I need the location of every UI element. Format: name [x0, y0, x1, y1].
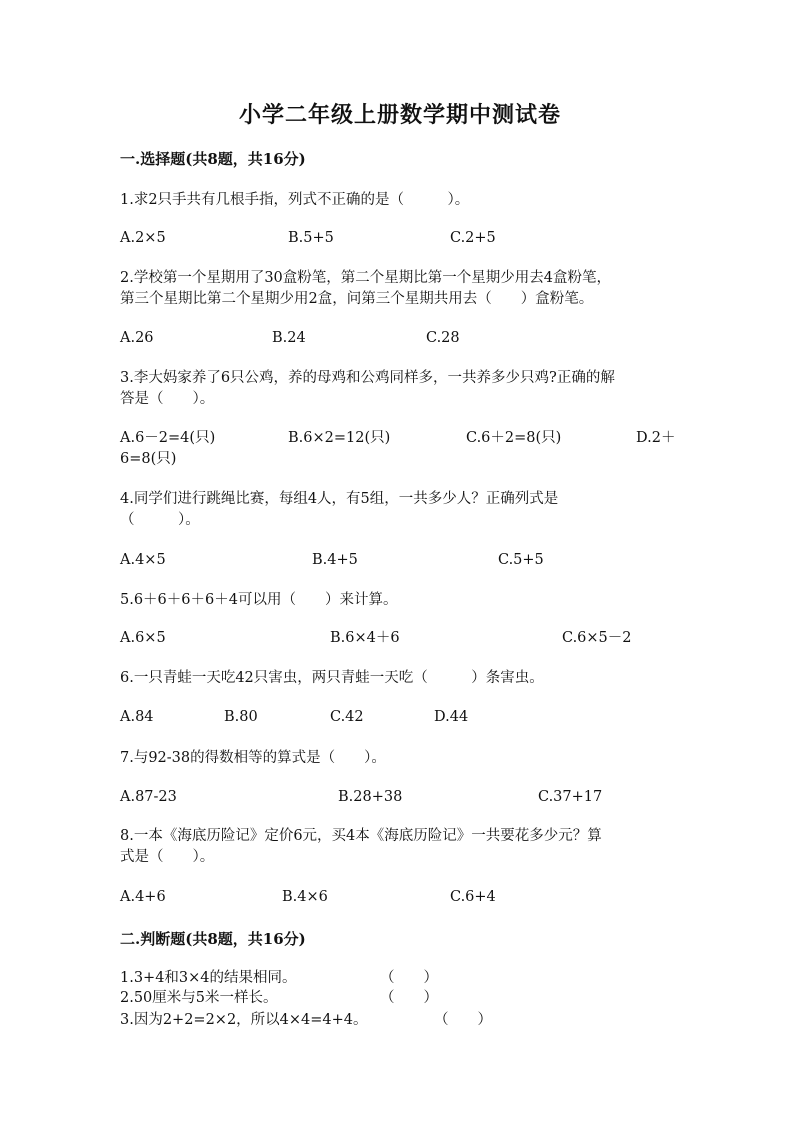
option-d: D.44 [434, 709, 469, 725]
question-line: 2.学校第一个星期用了30盒粉笔，第二个星期比第一个星期少用去4盒粉笔， [120, 270, 612, 286]
option-a: A.6－2=4(只) [120, 430, 216, 446]
options-3 [120, 428, 680, 472]
question-1 [120, 190, 680, 211]
true-false-item [120, 968, 680, 990]
statement-text: 1.3+4和3×4的结果相同。 [120, 970, 297, 986]
option-c: C.5+5 [498, 552, 544, 568]
option-b: B.5+5 [288, 230, 334, 246]
question-line: 3.李大妈家养了6只公鸡，养的母鸡和公鸡同样多，一共养多少只鸡?正确的解 [120, 370, 615, 386]
option-b: B.28+38 [338, 789, 403, 805]
question-line: 8.一本《海底历险记》定价6元，买4本《海底历险记》一共要花多少元？算 [120, 828, 602, 844]
options-2 [120, 328, 680, 372]
section-heading-true-false: 二.判断题(共8题，共16分) [120, 930, 306, 948]
option-a: A.4×5 [120, 552, 166, 568]
question-5 [120, 590, 680, 611]
answer-blank: （ ） [380, 990, 438, 1006]
option-b: B.80 [224, 709, 258, 725]
option-c: C.2+5 [450, 230, 496, 246]
option-d: D.2＋6=8(只) [120, 430, 676, 467]
option-a: A.6×5 [120, 630, 166, 646]
options-1 [120, 228, 680, 272]
statement-text: 3.因为2+2=2×2，所以4×4=4+4。 [120, 1012, 368, 1028]
option-c: C.6+4 [450, 889, 496, 905]
option-a: A.2×5 [120, 230, 166, 246]
options-4 [120, 550, 680, 594]
answer-blank: （ ） [434, 1012, 492, 1028]
question-2 [120, 268, 680, 310]
option-b: B.6×2=12(只) [288, 430, 391, 446]
option-a: A.84 [120, 709, 154, 725]
options-7 [120, 787, 680, 831]
question-7 [120, 748, 680, 769]
question-line: 式是（ ）。 [120, 849, 215, 865]
question-8 [120, 826, 680, 868]
section-heading-choice: 一.选择题(共8题，共16分) [120, 150, 306, 168]
question-line: 1.求2只手共有几根手指，列式不正确的是（ ）。 [120, 192, 470, 208]
options-5 [120, 628, 680, 672]
question-line: 4.同学们进行跳绳比赛，每组4人，有5组，一共多少人？正确列式是 [120, 491, 559, 507]
question-line: 6.一只青蛙一天吃42只害虫，两只青蛙一天吃（ ）条害虫。 [120, 670, 544, 686]
option-b: B.6×4＋6 [330, 630, 400, 646]
option-c: C.6×5－2 [562, 630, 632, 646]
question-line: 答是（ ）。 [120, 391, 215, 407]
option-a: A.26 [120, 330, 154, 346]
options-8 [120, 887, 680, 931]
option-b: B.4+5 [312, 552, 358, 568]
question-line: 第三个星期比第二个星期少用2盒，问第三个星期共用去（ ）盒粉笔。 [120, 291, 594, 307]
question-3 [120, 368, 680, 410]
option-c: C.6＋2=8(只) [466, 430, 562, 446]
question-4 [120, 489, 680, 531]
question-line: 5.6＋6＋6＋6＋4可以用（ ）来计算。 [120, 592, 398, 608]
option-a: A.87-23 [120, 789, 177, 805]
question-line: （ ）。 [120, 512, 200, 528]
option-b: B.24 [272, 330, 306, 346]
statement-text: 2.50厘米与5米一样长。 [120, 990, 278, 1006]
option-b: B.4×6 [282, 889, 328, 905]
option-c: C.37+17 [538, 789, 603, 805]
option-c: C.42 [330, 709, 364, 725]
options-6 [120, 707, 680, 751]
question-line: 7.与92-38的得数相等的算式是（ ）。 [120, 750, 386, 766]
question-6 [120, 668, 680, 689]
answer-blank: （ ） [380, 970, 438, 986]
option-a: A.4+6 [120, 889, 166, 905]
page-title: 小学二年级上册数学期中测试卷 [238, 102, 561, 128]
option-c: C.28 [426, 330, 460, 346]
true-false-item [120, 1010, 680, 1032]
true-false-item [120, 988, 680, 1010]
